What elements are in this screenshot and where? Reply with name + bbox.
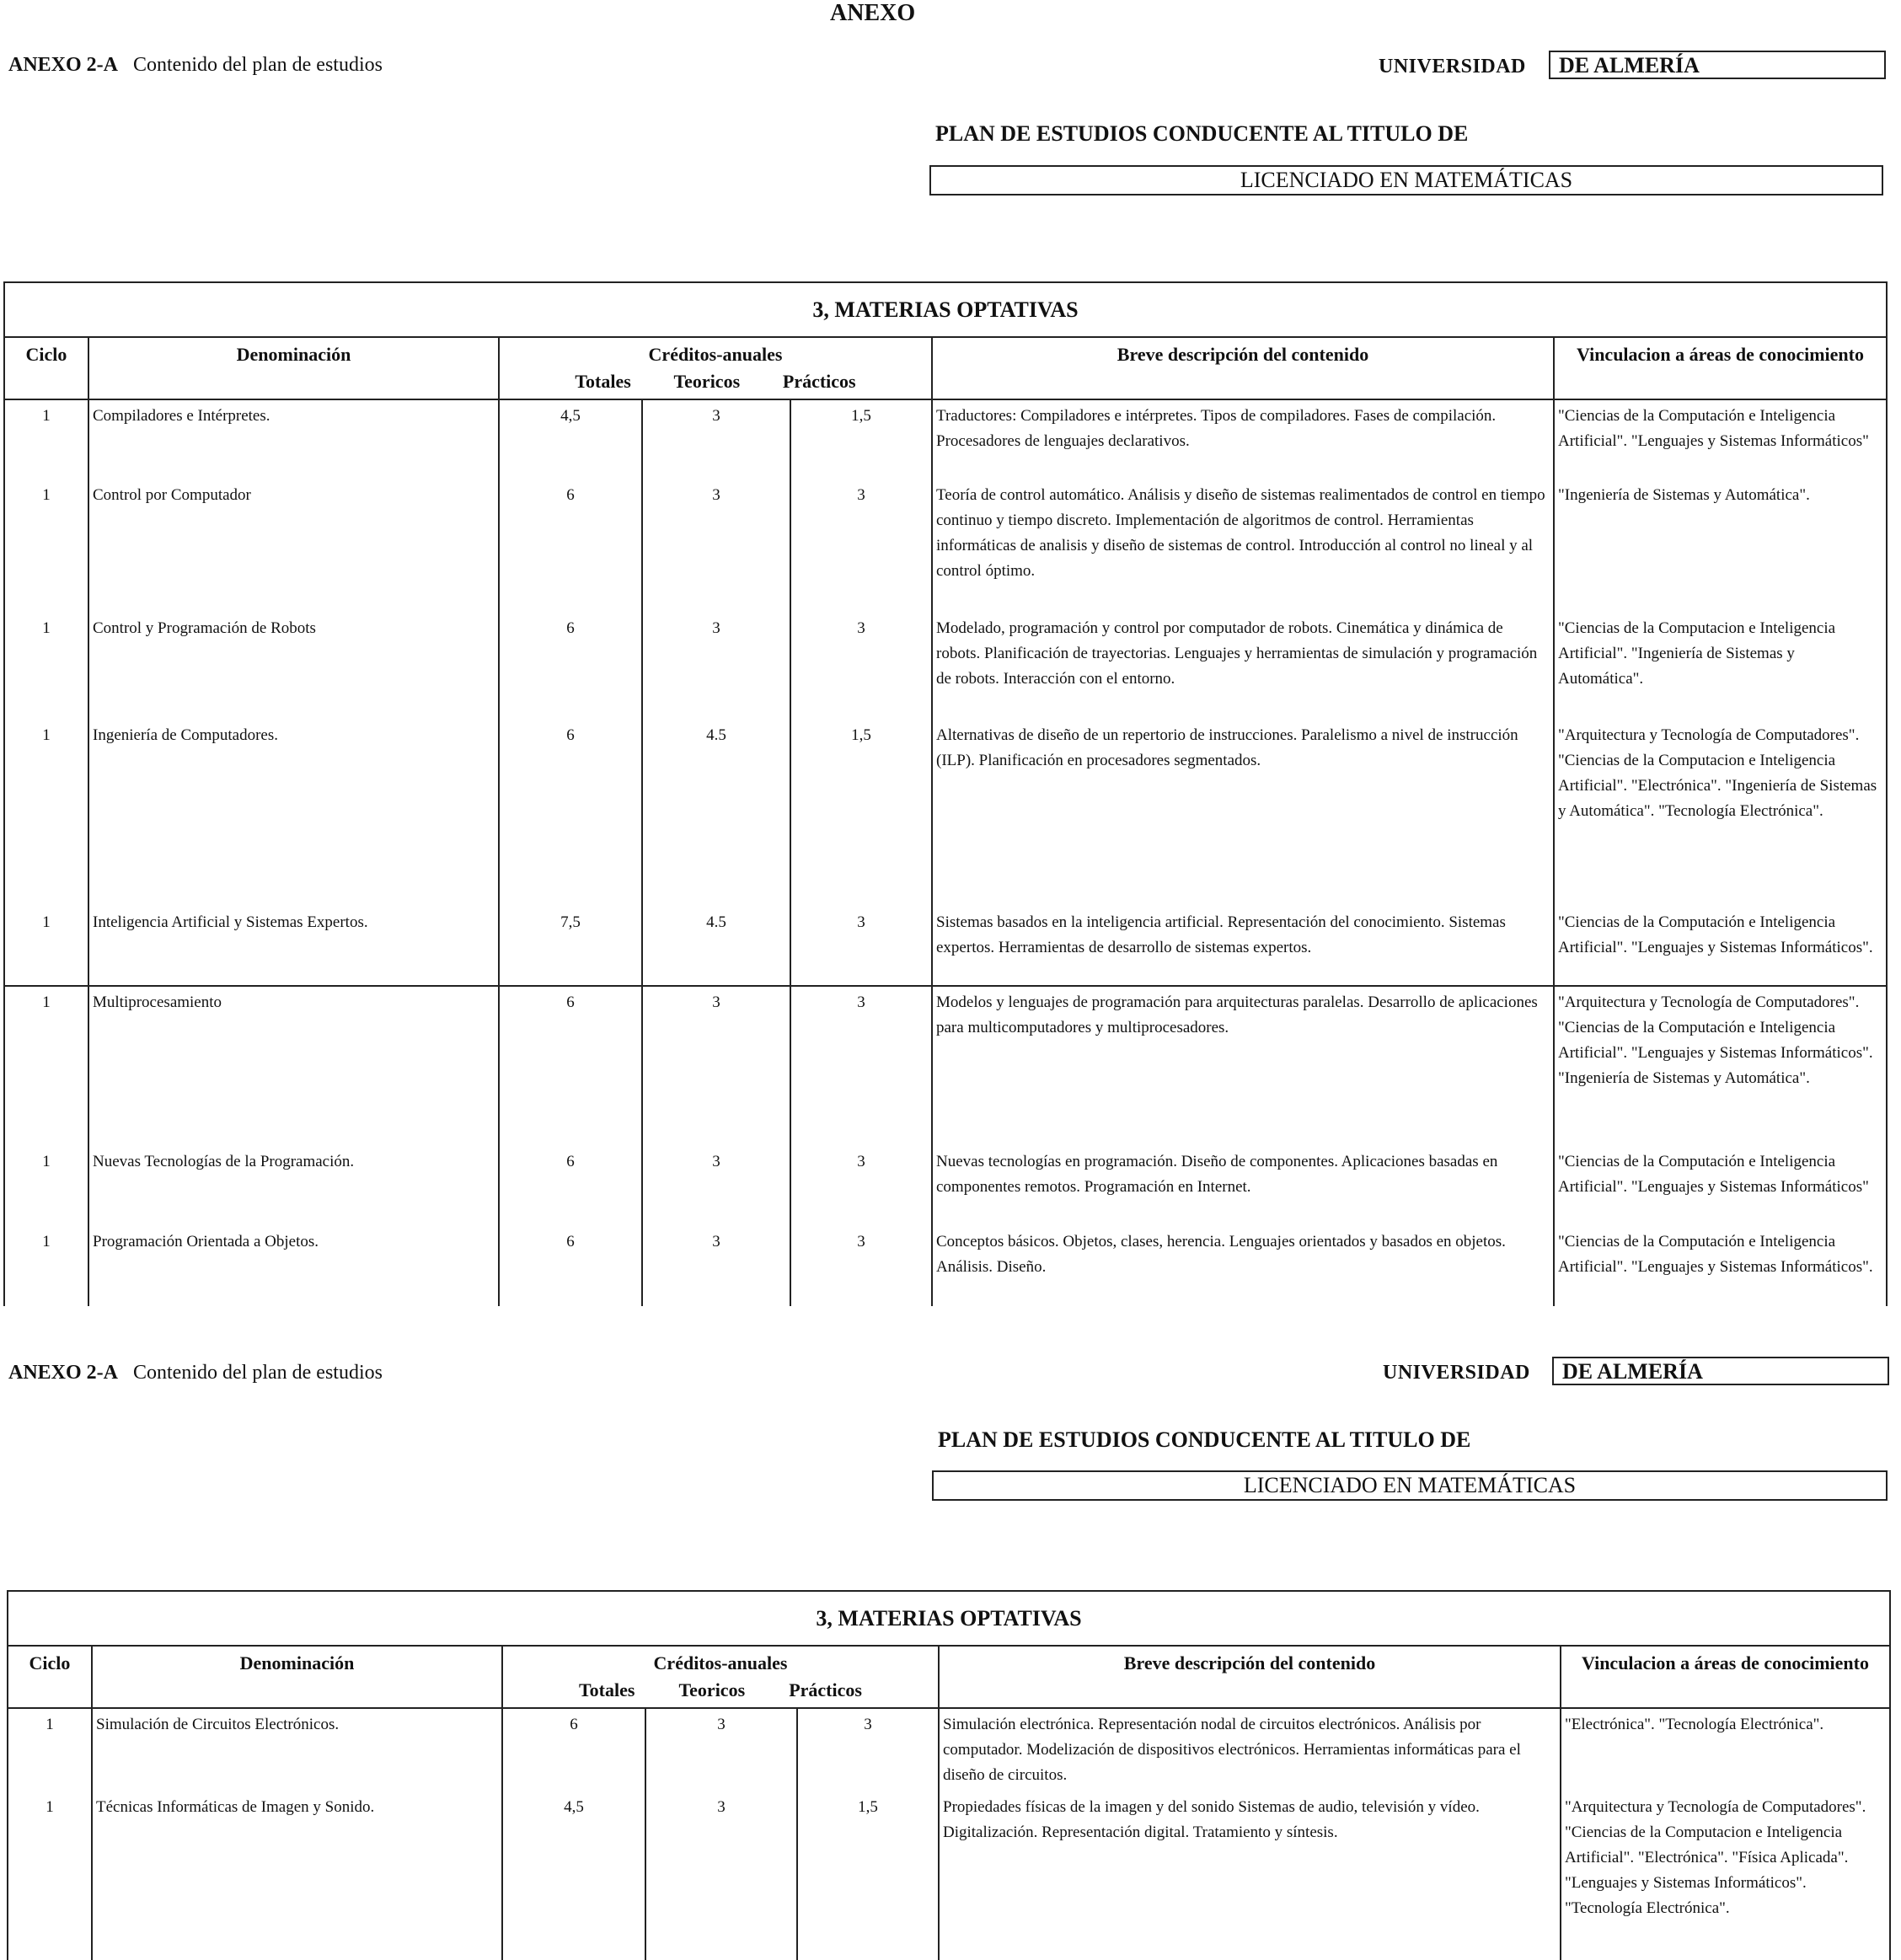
cell-desc: Modelos y lenguajes de programación para arquitecturas paralelas. Desarrollo de aplicaciones para multicomputadores y multiprocesadores. [932, 986, 1554, 1146]
cell-practicos: 3 [790, 1146, 932, 1226]
cell-practicos: 1,5 [790, 720, 932, 907]
col-denominacion: Denominación [88, 337, 499, 399]
table-row [4, 1146, 1887, 1226]
cell-practicos: 3 [790, 907, 932, 986]
creditos-label: Créditos-anuales [653, 1652, 788, 1673]
cell-name: Técnicas Informáticas de Imagen y Sonido. [92, 1791, 502, 1960]
cell-desc: Propiedades físicas de la imagen y del sonido Sistemas de audio, televisión y vídeo. Digitalización. Representación digital. Tratamiento y síntesis. [939, 1791, 1561, 1960]
cell-teoricos: 4.5 [642, 907, 790, 986]
cell-totales: 6 [499, 720, 642, 907]
table-row [4, 1226, 1887, 1306]
table-row [4, 720, 1887, 907]
cell-name: Compiladores e Intérpretes. [88, 399, 499, 479]
cell-totales: 4,5 [499, 399, 642, 479]
cell-desc: Traductores: Compiladores e intérpretes. Tipos de compiladores. Fases de compilación. Procesadores de lenguajes declarativos. [932, 399, 1554, 479]
cell-desc: Sistemas basados en la inteligencia artificial. Representación del conocimiento. Sistemas expertos. Herramientas de desarrollo de sistemas expertos. [932, 907, 1554, 986]
cell-name: Control por Computador [88, 479, 499, 613]
cell-totales: 6 [499, 1146, 642, 1226]
creditos-label: Créditos-anuales [648, 344, 783, 365]
col-teoricos: Teoricos [673, 371, 741, 392]
col-denominacion: Denominación [92, 1646, 502, 1708]
cell-name: Control y Programación de Robots [88, 613, 499, 720]
plan-label: PLAN DE ESTUDIOS CONDUCENTE AL TITULO DE [938, 1427, 1471, 1452]
table-row [4, 399, 1887, 479]
cell-ciclo: 1 [4, 613, 88, 720]
cell-teoricos: 3 [642, 479, 790, 613]
univ-name-box: DE ALMERÍA [1552, 1357, 1889, 1385]
cell-teoricos: 4.5 [642, 720, 790, 907]
col-practicos: Prácticos [782, 371, 856, 392]
cell-practicos: 1,5 [790, 399, 932, 479]
cell-name: Multiprocesamiento [88, 986, 499, 1146]
cell-totales: 6 [502, 1708, 645, 1791]
cell-practicos: 3 [790, 1226, 932, 1306]
cell-name: Ingeniería de Computadores. [88, 720, 499, 907]
optativas-table-2 [7, 1590, 1891, 1960]
col-vinculacion: Vinculacion a áreas de conocimiento [1554, 337, 1887, 399]
cell-desc: Conceptos básicos. Objetos, clases, herencia. Lenguajes orientados y basados en objetos. Análisis. Diseño. [932, 1226, 1554, 1306]
optativas-table-1 [3, 281, 1888, 1306]
table-row [8, 1708, 1890, 1791]
cell-desc: Simulación electrónica. Representación nodal de circuitos electrónicos. Análisis por computador. Modelización de dispositivos electrónicos. Herramientas informáticas para el diseño de circuitos. [939, 1708, 1561, 1791]
col-totales: Totales [575, 371, 631, 392]
annex-code: ANEXO 2-A [8, 1362, 118, 1384]
cell-desc: Alternativas de diseño de un repertorio de instrucciones. Paralelismo a nivel de instrucción (ILP). Planificación en procesadores segmentados. [932, 720, 1554, 907]
cell-name: Inteligencia Artificial y Sistemas Expertos. [88, 907, 499, 986]
table-row [4, 479, 1887, 613]
cell-totales: 6 [499, 613, 642, 720]
table-title: 3, MATERIAS OPTATIVAS [4, 282, 1887, 337]
cell-areas: "Arquitectura y Tecnología de Computadores". "Ciencias de la Computación e Inteligencia Artificial". "Lenguajes y Sistemas Informáticos". "Ingeniería de Sistemas y Automática". [1554, 986, 1887, 1146]
cell-ciclo: 1 [4, 1146, 88, 1226]
cell-areas: "Ciencias de la Computación e Inteligencia Artificial". "Lenguajes y Sistemas Informáticos". [1554, 1226, 1887, 1306]
col-descripcion: Breve descripción del contenido [939, 1646, 1561, 1708]
cell-practicos: 1,5 [797, 1791, 939, 1960]
doc-title: ANEXO [830, 0, 916, 26]
univ-name-box: DE ALMERÍA [1549, 51, 1886, 79]
cell-areas: "Ciencias de la Computacion e Inteligencia Artificial". "Ingeniería de Sistemas y Automática". [1554, 613, 1887, 720]
cell-practicos: 3 [790, 613, 932, 720]
cell-ciclo: 1 [4, 399, 88, 479]
annex-code: ANEXO 2-A [8, 54, 118, 76]
cell-ciclo: 1 [8, 1708, 92, 1791]
col-descripcion: Breve descripción del contenido [932, 337, 1554, 399]
col-vinculacion: Vinculacion a áreas de conocimiento [1561, 1646, 1890, 1708]
cell-desc: Modelado, programación y control por computador de robots. Cinemática y dinámica de robots. Planificación de trayectorias. Lenguajes y herramientas de simulación y programación de robots. Interacción con el entorno. [932, 613, 1554, 720]
cell-practicos: 3 [790, 479, 932, 613]
col-creditos [499, 337, 932, 399]
cell-teoricos: 3 [642, 613, 790, 720]
cell-totales: 6 [499, 1226, 642, 1306]
degree-box: LICENCIADO EN MATEMÁTICAS [932, 1470, 1888, 1501]
table-title: 3, MATERIAS OPTATIVAS [8, 1591, 1890, 1646]
cell-practicos: 3 [790, 986, 932, 1146]
col-ciclo: Ciclo [4, 337, 88, 399]
cell-ciclo: 1 [4, 986, 88, 1146]
annex-desc: Contenido del plan de estudios [133, 1362, 383, 1384]
cell-totales: 6 [499, 479, 642, 613]
cell-name: Nuevas Tecnologías de la Programación. [88, 1146, 499, 1226]
cell-areas: "Electrónica". "Tecnología Electrónica". [1561, 1708, 1890, 1791]
cell-areas: "Ciencias de la Computación e Inteligencia Artificial". "Lenguajes y Sistemas Informáticos" [1554, 399, 1887, 479]
cell-totales: 4,5 [502, 1791, 645, 1960]
cell-areas: "Ingeniería de Sistemas y Automática". [1554, 479, 1887, 613]
col-teoricos: Teoricos [678, 1679, 746, 1700]
degree-box: LICENCIADO EN MATEMÁTICAS [929, 165, 1883, 195]
cell-desc: Nuevas tecnologías en programación. Diseño de componentes. Aplicaciones basadas en componentes remotos. Programación en Internet. [932, 1146, 1554, 1226]
table-row [8, 1791, 1890, 1960]
cell-areas: "Ciencias de la Computación e Inteligencia Artificial". "Lenguajes y Sistemas Informáticos". [1554, 907, 1887, 986]
cell-ciclo: 1 [4, 720, 88, 907]
table-row [4, 986, 1887, 1146]
univ-label: UNIVERSIDAD [1383, 1362, 1530, 1384]
annex-desc: Contenido del plan de estudios [133, 54, 383, 76]
cell-totales: 6 [499, 986, 642, 1146]
cell-totales: 7,5 [499, 907, 642, 986]
cell-teoricos: 3 [642, 986, 790, 1146]
col-practicos: Prácticos [789, 1679, 862, 1700]
cell-teoricos: 3 [645, 1791, 797, 1960]
col-creditos [502, 1646, 939, 1708]
cell-ciclo: 1 [8, 1791, 92, 1960]
univ-label: UNIVERSIDAD [1379, 56, 1526, 78]
cell-teoricos: 3 [642, 399, 790, 479]
table-row [4, 613, 1887, 720]
col-ciclo: Ciclo [8, 1646, 92, 1708]
cell-areas: "Arquitectura y Tecnología de Computadores". "Ciencias de la Computacion e Inteligencia Artificial". "Electrónica". "Ingeniería de Sistemas y Automática". "Tecnología Electrónica". [1554, 720, 1887, 907]
cell-ciclo: 1 [4, 907, 88, 986]
cell-desc: Teoría de control automático. Análisis y diseño de sistemas realimentados de control en tiempo continuo y tiempo discreto. Implementación de algoritmos de control. Herramientas informáticas de analisis y diseño de sistemas de control. Introducción al control no lineal y al control óptimo. [932, 479, 1554, 613]
annex-header-2 [8, 1362, 383, 1384]
annex-header-1 [8, 54, 383, 77]
table-row [4, 907, 1887, 986]
cell-teoricos: 3 [645, 1708, 797, 1791]
plan-label: PLAN DE ESTUDIOS CONDUCENTE AL TITULO DE [935, 121, 1469, 146]
cell-name: Programación Orientada a Objetos. [88, 1226, 499, 1306]
cell-teoricos: 3 [642, 1146, 790, 1226]
cell-ciclo: 1 [4, 479, 88, 613]
cell-practicos: 3 [797, 1708, 939, 1791]
cell-areas: "Arquitectura y Tecnología de Computadores". "Ciencias de la Computacion e Inteligencia Artificial". "Electrónica". "Física Aplicada". "Lenguajes y Sistemas Informáticos". "Tecnología Electrónica". [1561, 1791, 1890, 1960]
cell-teoricos: 3 [642, 1226, 790, 1306]
cell-ciclo: 1 [4, 1226, 88, 1306]
col-totales: Totales [579, 1679, 635, 1700]
cell-areas: "Ciencias de la Computación e Inteligencia Artificial". "Lenguajes y Sistemas Informáticos" [1554, 1146, 1887, 1226]
cell-name: Simulación de Circuitos Electrónicos. [92, 1708, 502, 1791]
